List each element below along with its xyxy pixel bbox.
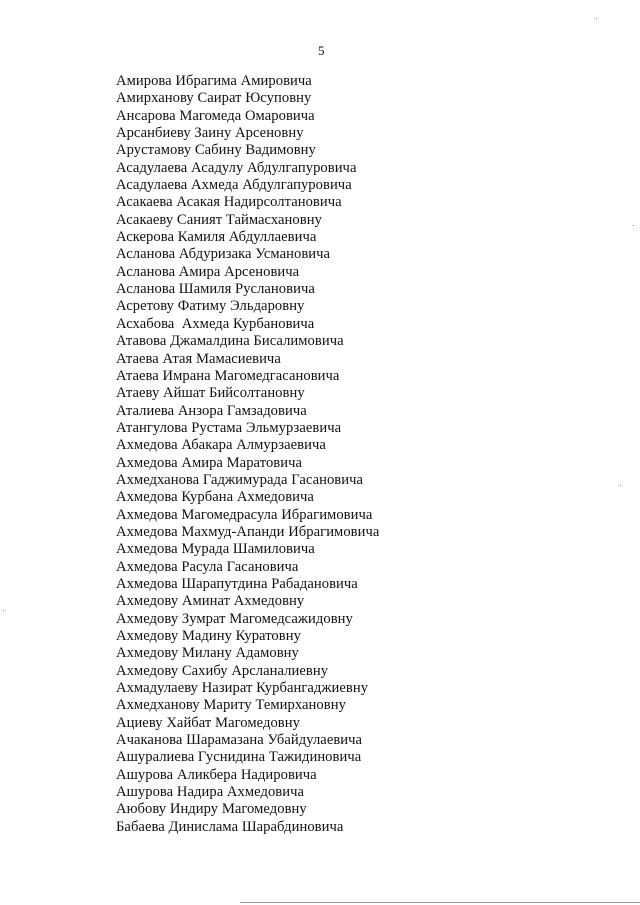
list-item: Атаеву Айшат Бийсолтановну (116, 385, 305, 402)
list-item: Ашуралиева Гуснидина Тажидиновича (116, 749, 362, 766)
list-item: Бабаева Динислама Шарабдиновича (116, 818, 344, 835)
scan-speck (620, 485, 621, 486)
list-item: Ахмедханова Гаджимурада Гасановича (116, 471, 364, 488)
list-item: Ахмедову Милану Адамовну (116, 645, 299, 662)
list-item: Ахмедова Магомедрасула Ибрагимовича (116, 506, 373, 523)
list-item: Асретову Фатиму Эльдаровну (116, 298, 305, 315)
name-list (116, 73, 379, 836)
scan-speck (3, 610, 4, 611)
list-item: Амирова Ибрагима Амировича (116, 73, 312, 89)
page-number: 5 (318, 43, 325, 58)
scan-edge-line (240, 902, 640, 903)
list-item: Амирханову Саират Юсуповну (116, 90, 312, 107)
list-item: Асланова Абдуризака Усмановича (116, 246, 331, 263)
list-item: Ачаканова Шарамазана Убайдулаевича (116, 732, 363, 749)
list-item: Асадулаева Ахмеда Абдулгапуровича (116, 177, 352, 194)
list-item: Ахмедову Зумрат Магомедсажидовну (116, 610, 353, 627)
list-item: Асакаева Асакая Надирсолтановича (116, 194, 342, 211)
list-item: Ациеву Хайбат Магомедовну (116, 714, 300, 731)
list-item: Ашурова Надира Ахмедовича (116, 784, 305, 801)
list-item: Ахмедову Мадину Куратовну (116, 628, 301, 644)
scan-speck (596, 18, 597, 19)
list-item: Атавова Джамалдина Бисалимовича (116, 333, 344, 350)
list-item: Асланова Амира Арсеновича (116, 263, 300, 280)
list-item: Асланова Шамиля Руслановича (116, 281, 315, 298)
list-item: Атаева Имрана Магомедгасановича (116, 367, 340, 384)
list-item: Ашурова Аликбера Надировича (116, 766, 317, 783)
list-item: Ахмедова Мурада Шамиловича (116, 541, 315, 558)
list-item: Арсанбиеву Заину Арсеновну (116, 125, 304, 142)
list-item: Арустамову Сабину Вадимовну (116, 142, 316, 159)
list-item: Ахмедханову Мариту Темирхановну (116, 697, 346, 714)
list-item: Асакаеву Саният Таймасхановну (116, 211, 322, 228)
list-item: Атаева Атая Мамасиевича (116, 350, 281, 367)
list-item: Ахмедова Махмуд-Апанди Ибрагимовича (116, 523, 380, 540)
list-item: Ахмадулаеву Назират Курбангаджиевну (116, 680, 369, 697)
list-item: Асхабова Ахмеда Курбановича (116, 315, 315, 332)
list-item: Ахмедова Шарапутдина Рабадановича (116, 575, 358, 592)
list-item: Асадулаева Асадулу Абдулгапуровича (116, 159, 357, 176)
list-item: Ахмедова Расула Гасановича (116, 558, 299, 575)
list-item: Ахмедова Курбана Ахмедовича (116, 489, 314, 506)
list-item: Аюбову Индиру Магомедовну (116, 801, 307, 818)
list-item: Ахмедова Амира Маратовича (116, 454, 303, 471)
list-item: Аскерова Камиля Абдуллаевича (116, 229, 317, 246)
list-item: Атангулова Рустама Эльмурзаевича (116, 419, 342, 436)
scan-speck (633, 225, 634, 226)
list-item: Ансарова Магомеда Омаровича (116, 107, 315, 124)
list-item: Ахмедову Сахибу Арсланалиевну (116, 662, 329, 679)
list-item: Ахмедову Аминат Ахмедовну (116, 593, 305, 610)
list-item: Аталиева Анзора Гамзадовича (116, 402, 307, 419)
list-item: Ахмедова Абакара Алмурзаевича (116, 437, 326, 454)
